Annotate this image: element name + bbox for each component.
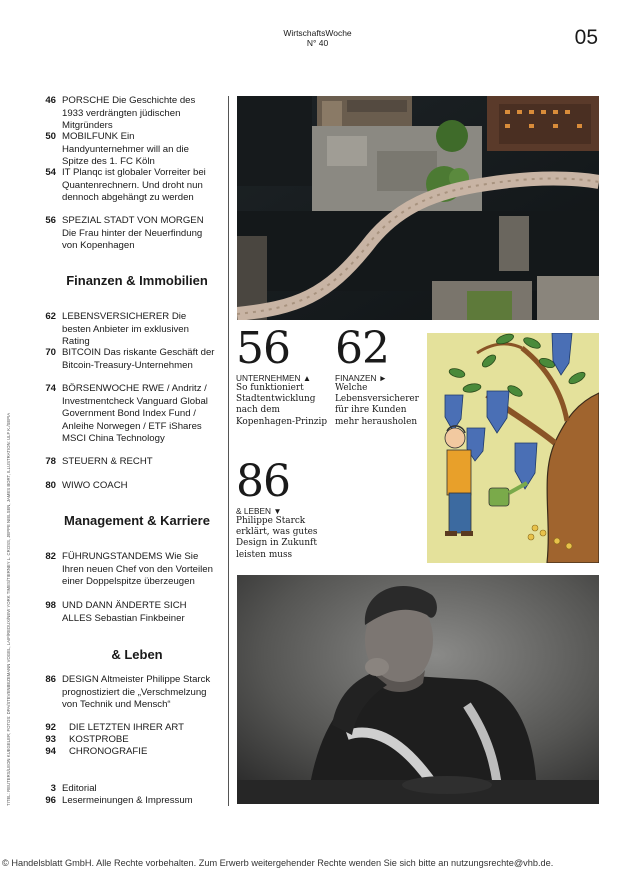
toc-entry[interactable] [38,746,216,759]
aerial-city-photo[interactable] [237,96,599,320]
toc-entry[interactable] [38,722,216,735]
toc-page-number: 46 [45,95,56,106]
toc-entry[interactable] [38,456,216,469]
toc-page-number: 70 [45,347,56,358]
money-tree-image [427,333,599,563]
toc-text: UND DANN ÄNDERTE SICH ALLES Sebastian Finkbeiner [62,600,187,624]
toc-entry[interactable] [38,95,216,133]
toc-text: KOSTPROBE [69,734,129,745]
teaser-unternehmen[interactable] [236,323,330,428]
teaser-text: So funktioniert Stadtentwicklung nach dem Kopenhagen-Prinzip [236,383,328,427]
section-heading-management: Management & Karriere [64,513,210,528]
toc-page-number: 98 [45,600,56,611]
aerial-city-image [237,96,599,320]
teaser-page-number: 56 [236,323,290,374]
toc-entry[interactable] [38,551,216,589]
page-number: 05 [574,26,598,49]
toc-text: LEBENSVERSICHERER Die besten Anbieter im exklusiven Rating [62,311,189,348]
toc-entry[interactable] [38,131,216,169]
toc-page-number: 96 [45,795,56,806]
toc-text: MOBILFUNK Ein Handyunternehmer will an die Spitze des 1. FC Köln [62,131,189,168]
toc-text: DIE LETZTEN IHRER ART [69,722,184,733]
teaser-text: Welche Lebensversicherer für ihre Kunden mehr herausholen [335,383,419,427]
toc-page-number: 56 [45,215,56,226]
toc-entry[interactable] [38,674,216,712]
toc-entry[interactable] [38,600,216,625]
toc-text: IT Planqc ist globaler Vorreiter bei Quantenrechnern. Und droht nun dennoch abgehängt zu werden [62,167,206,204]
toc-page-number: 54 [45,167,56,178]
photo-credit: TITEL: REUTERS/LEON KUEGELER; FOTOS: DPA/STEVENBEZEMANN VOGEL, LAIF/REDUX/NEW YORK TIMES/TIERNEY L. CROSS, JEPPE NIELSEN, JAMES BORT, ILLUSTRATION: ULF K./SEPIA [6,412,11,806]
teaser-category: & LEBEN ▼ [236,506,282,516]
toc-text: WIWO COACH [62,480,128,491]
toc-text: Lesermeinungen & Impressum [62,795,193,806]
toc-page-number: 50 [45,131,56,142]
section-heading-finanzen: Finanzen & Immobilien [66,273,208,288]
section-heading-leben: & Leben [111,647,163,662]
portrait-photo[interactable] [237,575,599,804]
teaser-page-number: 86 [236,456,290,507]
teaser-category: UNTERNEHMEN ▲ [236,373,312,383]
magazine-name: WirtschaftsWoche [283,28,352,38]
column-divider [228,96,229,806]
teaser-text: Philippe Starck erklärt, was gutes Design in Zukunft leisten muss [236,516,318,560]
toc-entry[interactable] [38,795,216,808]
toc-page-number: 62 [45,311,56,322]
toc-entry[interactable] [38,311,216,349]
portrait-image [237,575,599,804]
copyright-footer: © Handelsblatt GmbH. Alle Rechte vorbehalten. Zum Erwerb weitergehender Rechte wenden Sie sich bitte an nutzungsrechte@vhb.de. [2,858,554,868]
toc-entry[interactable] [38,783,216,796]
toc-page-number: 82 [45,551,56,562]
toc-page-number: 94 [45,746,56,757]
teaser-leben[interactable] [236,456,330,561]
toc-page-number: 74 [45,383,56,394]
toc-page-number: 92 [45,722,56,733]
toc-text: BITCOIN Das riskante Geschäft der Bitcoin-Treasury-Unternehmen [62,347,215,371]
magazine-header [0,28,635,48]
toc-text: Editorial [62,783,97,794]
teaser-category: FINANZEN ► [335,373,388,383]
toc-text: SPEZIAL STADT VON MORGEN Die Frau hinter der Neuerfindung von Kopenhagen [62,215,204,252]
toc-text: PORSCHE Die Geschichte des 1933 verdrängten jüdischen Mitgründers [62,95,196,132]
toc-entry[interactable] [38,480,216,493]
toc-entry[interactable] [38,734,216,747]
money-tree-illustration[interactable] [427,333,599,563]
toc-entry[interactable] [38,347,216,372]
toc-entry[interactable] [38,215,216,253]
toc-page-number: 78 [45,456,56,467]
toc-text: BÖRSENWOCHE RWE / Andritz / Investmentcheck Vanguard Global Government Bond Index Fund / Anleihe Norwegen / ETF iShares MSCI China Technology [62,383,208,445]
toc-entry[interactable] [38,167,216,205]
toc-page-number: 86 [45,674,56,685]
teaser-finanzen[interactable] [335,323,423,428]
toc-page-number: 3 [50,783,56,794]
toc-entry[interactable] [38,383,216,446]
teaser-page-number: 62 [335,323,389,374]
toc-page-number: 80 [45,480,56,491]
toc-page-number: 93 [45,734,56,745]
issue-number: N° 40 [306,38,329,48]
toc-text: DESIGN Altmeister Philippe Starck prognostiziert die „Verschmelzung von Technik und Mensch“ [62,674,211,711]
toc-text: CHRONOGRAFIE [69,746,148,757]
toc-text: FÜHRUNGSTANDEMS Wie Sie Ihren neuen Chef von den Vorteilen einer Doppelspitze überzeugen [62,551,213,588]
toc-text: STEUERN & RECHT [62,456,153,467]
